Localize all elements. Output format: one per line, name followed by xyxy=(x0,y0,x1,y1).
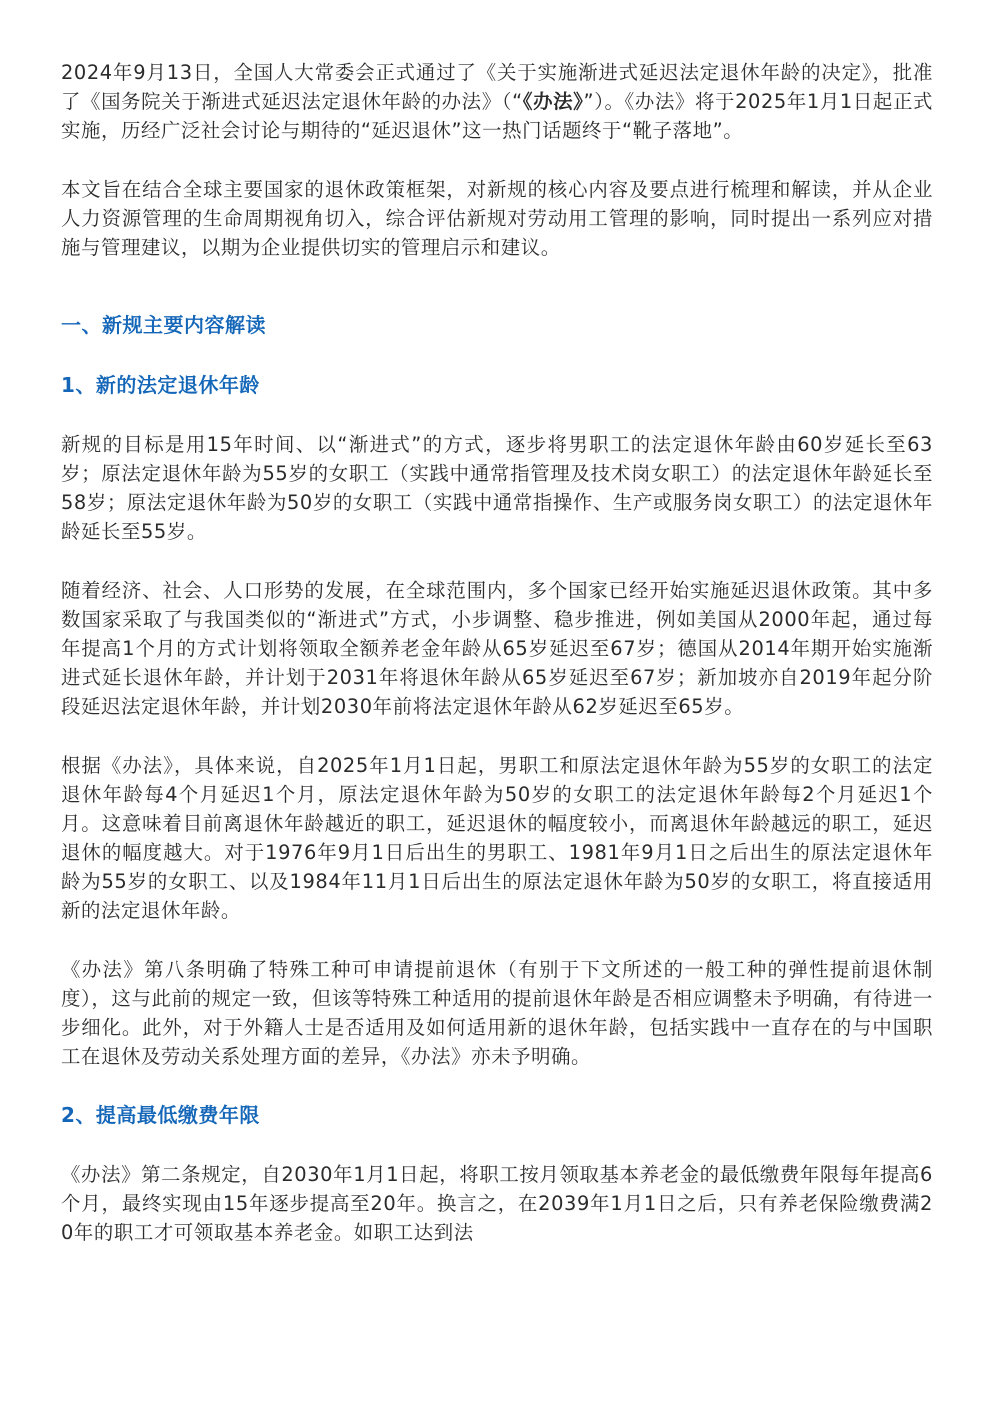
subsection-1-paragraph-2: 随着经济、社会、人口形势的发展，在全球范围内，多个国家已经开始实施延迟退休政策。其中多数国家采取了与我国类似的“渐进式”方式，小步调整、稳步推进，例如美国从2000年起，通过每年提高1个月的方式计划将领取全额养老金年龄从65岁延迟至67岁；德国从2014年期开始实施渐进式延长退休年龄，并计划于2031年将退休年龄从65岁延迟至67岁；新加坡亦自2019年起分阶段延迟法定退休年龄，并计划2030年前将法定退休年龄从62岁延迟至65岁。 xyxy=(61,579,933,718)
subsection-2-heading: 2、提高最低缴费年限 xyxy=(61,1103,260,1127)
intro-paragraph-2: 本文旨在结合全球主要国家的退休政策框架，对新规的核心内容及要点进行梳理和解读，并从企业人力资源管理的生命周期视角切入，综合评估新规对劳动用工管理的影响，同时提出一系列应对措施与管理建议，以期为企业提供切实的管理启示和建议。 xyxy=(61,178,933,259)
intro-paragraph-1 xyxy=(61,58,933,145)
document-body xyxy=(61,58,933,1277)
subsection-2-paragraph-1: 《办法》第二条规定，自2030年1月1日起，将职工按月领取基本养老金的最低缴费年限每年提高6个月，最终实现由15年逐步提高至20年。换言之，在2039年1月1日之后，只有养老保险缴费满20年的职工才可领取基本养老金。如职工达到法 xyxy=(61,1163,933,1244)
intro-text-after: ”）。《办法》将于2025年1月1日起正式实施，历经广泛社会讨论与期待的“延迟退休”这一热门话题终于“靴子落地”。 xyxy=(61,90,933,142)
section-1-heading: 一、新规主要内容解读 xyxy=(61,313,266,337)
intro-bold-term: 《办法》 xyxy=(522,90,584,113)
intro-text-before: 2024年9月13日，全国人大常委会正式通过了《关于实施渐进式延迟法定退休年龄的决定》，批准了《国务院关于渐进式延迟法定退休年龄的办法》（“ xyxy=(61,61,933,113)
subsection-1-paragraph-3: 根据《办法》，具体来说，自2025年1月1日起，男职工和原法定退休年龄为55岁的女职工的法定退休年龄每4个月延迟1个月，原法定退休年龄为50岁的女职工的法定退休年龄每2个月延迟1个月。这意味着目前离退休年龄越近的职工，延迟退休的幅度较小，而离退休年龄越远的职工，延迟退休的幅度越大。对于1976年9月1日后出生的男职工、1981年9月1日之后出生的原法定退休年龄为55岁的女职工、以及1984年11月1日后出生的原法定退休年龄为50岁的女职工，将直接适用新的法定退休年龄。 xyxy=(61,754,933,922)
subsection-1-paragraph-4: 《办法》第八条明确了特殊工种可申请提前退休（有别于下文所述的一般工种的弹性提前退休制度），这与此前的规定一致，但该等特殊工种适用的提前退休年龄是否相应调整未予明确，有待进一步细化。此外，对于外籍人士是否适用及如何适用新的退休年龄，包括实践中一直存在的与中国职工在退休及劳动关系处理方面的差异，《办法》亦未予明确。 xyxy=(61,958,933,1068)
subsection-1-paragraph-1: 新规的目标是用15年时间、以“渐进式”的方式，逐步将男职工的法定退休年龄由60岁延长至63岁；原法定退休年龄为55岁的女职工（实践中通常指管理及技术岗女职工）的法定退休年龄延长至58岁；原法定退休年龄为50岁的女职工（实践中通常指操作、生产或服务岗女职工）的法定退休年龄延长至55岁。 xyxy=(61,433,933,543)
subsection-1-heading: 1、新的法定退休年龄 xyxy=(61,373,260,397)
